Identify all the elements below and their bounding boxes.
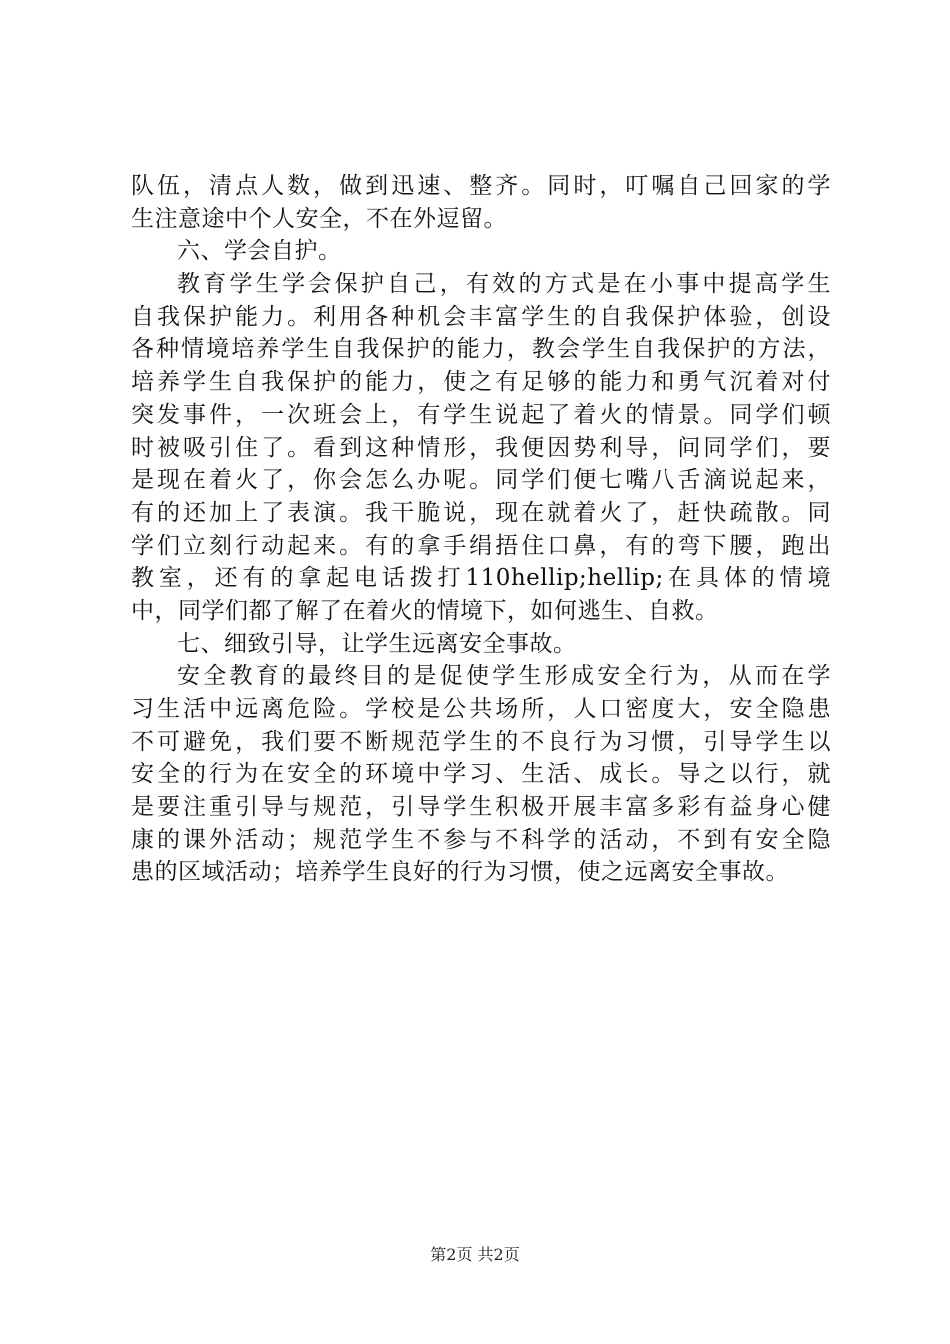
paragraph-line: 教育学生学会保护自己，有效的方式是在小事中提高学生 (177, 271, 831, 298)
paragraph-line: 培养学生自我保护的能力，使之有足够的能力和勇气沉着对付 (131, 369, 831, 396)
paragraph-line: 患的区域活动；培养学生良好的行为习惯，使之远离安全事故。 (131, 859, 789, 886)
page-number-footer: 第2页 共2页 (430, 1245, 520, 1264)
paragraph-line: 时被吸引住了。看到这种情形，我便因势利导，问同学们，要 (131, 434, 831, 461)
paragraph-line: 突发事件，一次班会上，有学生说起了着火的情景。同学们顿 (131, 401, 831, 428)
paragraph-line: 中，同学们都了解了在着火的情境下，如何逃生、自救。 (131, 597, 719, 624)
paragraph-line: 不可避免，我们要不断规范学生的不良行为习惯，引导学生以 (131, 728, 831, 755)
paragraph-line: 是现在着火了，你会怎么办呢。同学们便七嘴八舌滴说起来， (131, 467, 831, 494)
paragraph-line: 学们立刻行动起来。有的拿手绢捂住口鼻，有的弯下腰，跑出 (131, 532, 831, 559)
paragraph-line: 生注意途中个人安全，不在外逗留。 (131, 205, 507, 232)
section-heading-6: 六、学会自护。 (177, 238, 342, 265)
paragraph-line: 安全的行为在安全的环境中学习、生活、成长。导之以行，就 (131, 761, 831, 788)
paragraph-line: 队伍，清点人数，做到迅速、整齐。同时，叮嘱自己回家的学 (131, 173, 831, 199)
paragraph-line: 安全教育的最终目的是促使学生形成安全行为，从而在学 (177, 663, 831, 690)
paragraph-line: 有的还加上了表演。我干脆说，现在就着火了，赶快疏散。同 (131, 499, 831, 526)
paragraph-line: 教室，还有的拿起电话拨打110hellip;hellip;在具体的情境 (131, 565, 831, 592)
section-heading-7: 七、细致引导，让学生远离安全事故。 (177, 630, 577, 657)
document-body (131, 170, 831, 889)
paragraph-line: 是要注重引导与规范，引导学生积极开展丰富多彩有益身心健 (131, 794, 831, 821)
paragraph-line: 自我保护能力。利用各种机会丰富学生的自我保护体验，创设 (131, 303, 831, 330)
paragraph-line: 康的课外活动；规范学生不参与不科学的活动，不到有安全隐 (131, 826, 831, 853)
paragraph-line: 习生活中远离危险。学校是公共场所，人口密度大，安全隐患 (131, 696, 831, 722)
paragraph-line: 各种情境培养学生自我保护的能力，教会学生自我保护的方法， (131, 336, 831, 363)
